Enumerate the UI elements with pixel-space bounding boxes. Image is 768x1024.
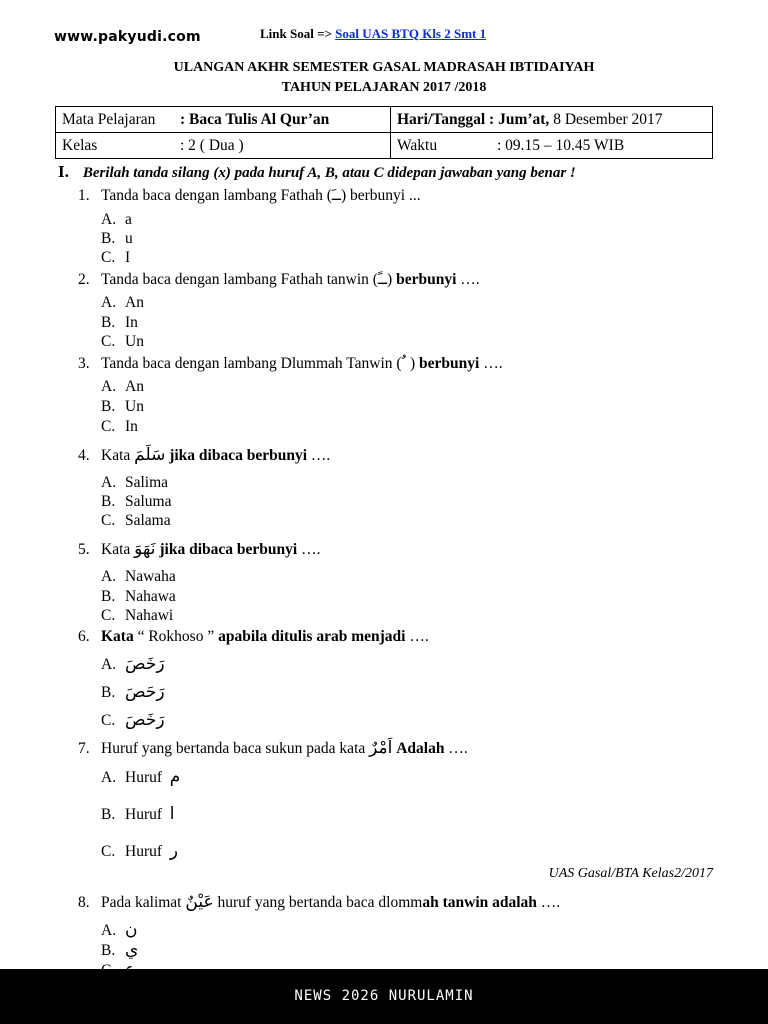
q-tail: Adalah [396, 740, 445, 757]
opt-letter: C. [101, 249, 116, 266]
option-6c[interactable] [101, 710, 165, 730]
question-4 [78, 445, 330, 465]
q-mid: “ Rokhoso ” [137, 628, 215, 645]
opt-letter: B. [101, 230, 116, 247]
q-number: 1. [78, 187, 90, 204]
option-3b[interactable] [101, 398, 144, 416]
q-number: 8. [78, 894, 90, 911]
waktu-cell [391, 133, 713, 159]
opt-text: Huruf [125, 806, 163, 823]
q-tail: jika dibaca berbunyi [169, 447, 308, 464]
option-5b[interactable] [101, 588, 176, 606]
mapel-cell [56, 107, 391, 133]
option-1c[interactable] [101, 249, 130, 267]
question-8 [78, 892, 560, 912]
opt-text: Un [125, 398, 144, 415]
hari-label: Hari/Tanggal [397, 110, 486, 128]
arabic-word: عَيْنٌ [185, 892, 214, 912]
q-number: 3. [78, 355, 90, 372]
opt-text: Salima [125, 474, 169, 491]
info-table [55, 106, 713, 159]
question-1 [78, 186, 421, 205]
option-2a[interactable] [101, 294, 144, 312]
opt-text: Huruf [125, 769, 163, 786]
mapel-value: : Baca Tulis Al Qur’an [180, 110, 330, 128]
opt-letter: A. [101, 378, 117, 395]
question-2 [78, 270, 480, 289]
q-text: Pada kalimat [101, 894, 182, 911]
opt-letter: C. [101, 333, 116, 350]
q-end: …. [310, 447, 331, 464]
mapel-label: Mata Pelajaran [62, 110, 156, 128]
opt-letter: A. [101, 211, 117, 228]
q-end: …. [540, 894, 561, 911]
opt-arabic: ن [125, 920, 138, 940]
opt-letter: A. [101, 922, 117, 939]
opt-text: Huruf [125, 843, 163, 860]
q-tail-normal: huruf yang bertanda baca dlomm [217, 894, 423, 911]
q-number: 6. [78, 628, 90, 645]
option-2c[interactable] [101, 333, 144, 351]
q-number: 5. [78, 541, 90, 558]
option-7c[interactable] [101, 841, 178, 861]
question-7 [78, 738, 468, 758]
opt-text: In [125, 418, 138, 435]
opt-letter: A. [101, 568, 117, 585]
instruction-text: Berilah tanda silang (x) pada huruf A, B, atau C didepan jawaban yang benar ! [82, 165, 576, 181]
opt-letter: C. [101, 843, 116, 860]
exam-title: ULANGAN AKHR SEMESTER GASAL MADRASAH IBTIDAIYAH [173, 60, 595, 75]
q-end: …. [301, 541, 321, 558]
opt-letter: B. [101, 398, 116, 415]
opt-text: Nahawi [125, 607, 174, 624]
q-end: …. [460, 271, 480, 288]
opt-text: Nawaha [125, 568, 176, 585]
soal-link[interactable]: Soal UAS BTQ Kls 2 Smt 1 [335, 26, 487, 41]
opt-arabic: م [169, 767, 181, 787]
q-end: …. [448, 740, 468, 757]
q-text: Tanda baca dengan lambang Fathah (ــَ) berbunyi ... [101, 187, 421, 204]
q-tail: apabila ditulis arab menjadi [218, 628, 406, 645]
opt-letter: B. [101, 314, 116, 331]
arabic-word: سَلَمَ [134, 445, 166, 465]
exam-year: TAHUN PELAJARAN 2017 /2018 [281, 80, 487, 95]
option-3c[interactable] [101, 418, 138, 436]
opt-text: Salama [125, 512, 171, 529]
opt-letter: A. [101, 656, 117, 673]
opt-text: An [125, 378, 144, 395]
opt-letter: B. [101, 588, 116, 605]
q-tail: berbunyi [419, 355, 480, 372]
site-url: www.pakyudi.com [54, 29, 201, 45]
kelas-label: Kelas [62, 136, 98, 154]
opt-letter: B. [101, 806, 116, 823]
q-text: Kata [101, 628, 134, 645]
bottom-banner: NEWS 2026 NURULAMIN [0, 969, 768, 1024]
arabic-word: نَهَوَ [134, 539, 156, 559]
opt-letter: A. [101, 769, 117, 786]
opt-letter: A. [101, 474, 117, 491]
opt-letter: C. [101, 712, 116, 729]
opt-letter: A. [101, 294, 117, 311]
option-4b[interactable] [101, 493, 172, 511]
q-text: Kata [101, 447, 131, 464]
hari-date: 8 Desember 2017 [553, 110, 663, 128]
q-end: …. [409, 628, 429, 645]
waktu-value: : 09.15 – 10.45 WIB [497, 136, 625, 154]
link-prefix: Link Soal => [260, 26, 332, 41]
option-6b[interactable] [101, 682, 165, 702]
q-end: …. [483, 355, 503, 372]
question-5 [78, 539, 320, 559]
opt-text: In [125, 314, 138, 331]
opt-letter: C. [101, 607, 116, 624]
opt-arabic: رَخَصَ [125, 710, 165, 730]
opt-text: Nahawa [125, 588, 176, 605]
q-tail: ah tanwin adalah [422, 894, 537, 911]
question-6 [78, 628, 429, 646]
page-note: UAS Gasal/BTA Kelas2/2017 [548, 866, 713, 881]
q-tail: berbunyi [396, 271, 457, 288]
opt-arabic: رَحَصَ [125, 682, 165, 702]
opt-text: a [125, 211, 132, 228]
option-1b[interactable] [101, 230, 133, 248]
option-6a[interactable] [101, 654, 165, 674]
option-8a[interactable] [101, 920, 137, 940]
opt-letter: B. [101, 942, 116, 959]
opt-letter: B. [101, 684, 116, 701]
opt-arabic: ي [125, 940, 139, 960]
option-7b[interactable] [101, 804, 175, 824]
kelas-value: : 2 ( Dua ) [180, 136, 244, 154]
option-5c[interactable] [101, 607, 173, 625]
option-4c[interactable] [101, 512, 171, 530]
opt-text: I [125, 249, 131, 266]
q-tail: jika dibaca berbunyi [159, 541, 298, 558]
hari-cell [391, 107, 713, 133]
section-number: I. [58, 162, 69, 181]
opt-letter: B. [101, 493, 116, 510]
arabic-word: اَمْرٌ [369, 738, 393, 758]
q-number: 2. [78, 271, 90, 288]
opt-text: Un [125, 333, 144, 350]
option-8b[interactable] [101, 940, 138, 960]
q-text: Kata [101, 541, 131, 558]
q-text: Huruf yang bertanda baca sukun pada kata [101, 740, 366, 757]
opt-text: Saluma [125, 493, 172, 510]
opt-arabic: ر [169, 841, 178, 861]
option-2b[interactable] [101, 314, 138, 332]
opt-letter: C. [101, 512, 116, 529]
opt-arabic: رَخَصَ [125, 654, 165, 674]
option-5a[interactable] [101, 568, 176, 586]
q-number: 4. [78, 447, 90, 464]
option-4a[interactable] [101, 474, 168, 492]
q-text: Tanda baca dengan lambang Dlummah Tanwin ( ٌ ) [101, 355, 416, 372]
q-number: 7. [78, 740, 90, 757]
link-line [260, 26, 486, 42]
opt-text: u [125, 230, 133, 247]
opt-text: An [125, 294, 144, 311]
q-text: Tanda baca dengan lambang Fathah tanwin (ــً) [101, 271, 393, 288]
kelas-cell [56, 133, 391, 159]
section-instruction [58, 162, 576, 182]
opt-arabic: ا [169, 804, 175, 824]
option-3a[interactable] [101, 378, 144, 396]
hari-value: : Jum’at, [489, 110, 550, 128]
opt-letter: C. [101, 418, 116, 435]
option-7a[interactable] [101, 767, 180, 787]
option-1a[interactable] [101, 211, 132, 229]
question-3 [78, 354, 503, 373]
waktu-label: Waktu [397, 136, 438, 154]
